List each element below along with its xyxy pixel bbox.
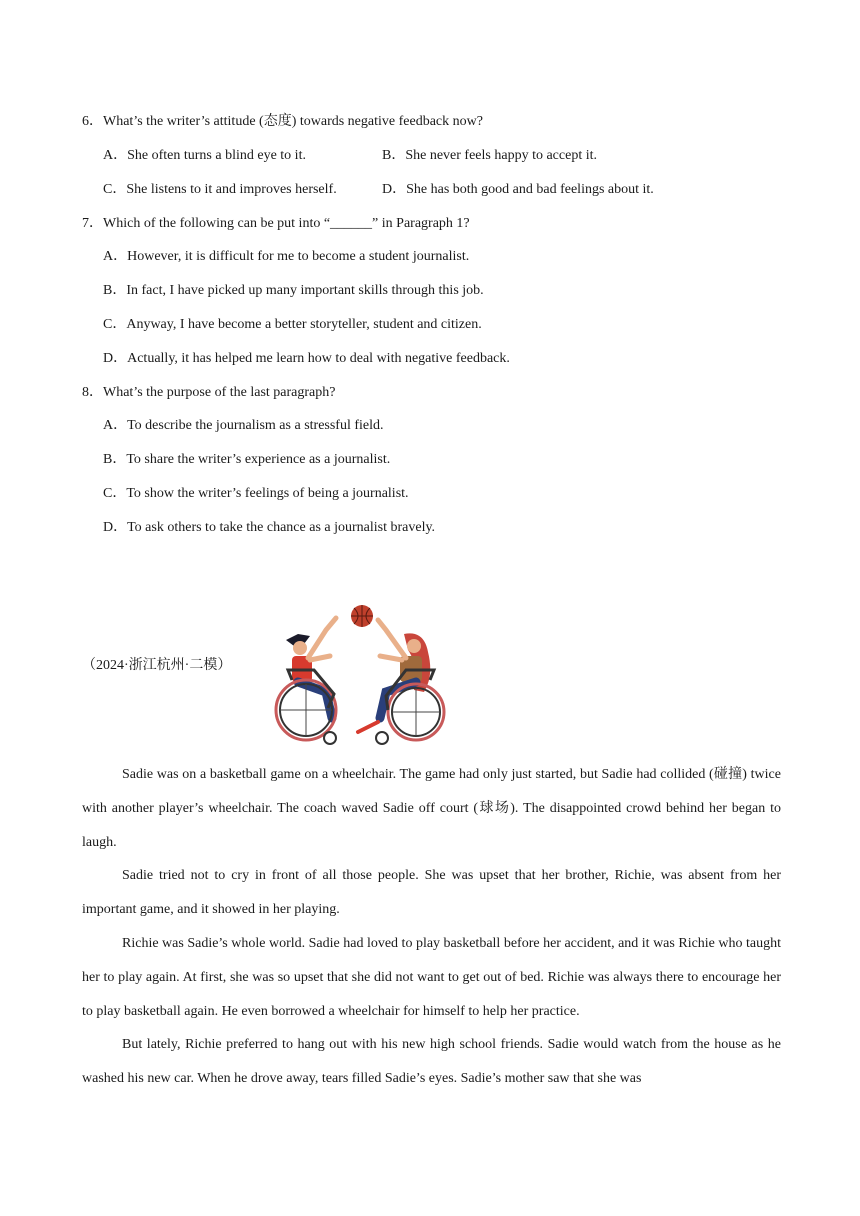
passage-paragraph-4: But lately, Richie preferred to hang out with his new high school friends. Sadie would watch from the house as he washed his new car. When he drove away, tears filled Sadie’s eyes. Sadie’s mother saw that she was — [82, 1037, 781, 1086]
question-8-option-b: B．To share the writer’s experience as a journalist. — [103, 452, 391, 467]
question-6-option-d: D．She has both good and bad feelings about it. — [382, 182, 654, 197]
question-8-option-c: C．To show the writer’s feelings of being a journalist. — [103, 486, 409, 501]
question-7-stem: 7．Which of the following can be put into “______” in Paragraph 1? — [82, 216, 470, 231]
question-6-stem: 6．What’s the writer’s attitude (态度) towards negative feedback now? — [82, 114, 483, 129]
passage-paragraph-3: Richie was Sadie’s whole world. Sadie had loved to play basketball before her accident, and it was Richie who taught her to play again. At first, she was so upset that she did not want to get out of bed. Richie was always there to encourage her to play basketball again. He even borrowed a wheelchair for himself to help her practice. — [82, 936, 781, 1019]
question-7-option-a: A．However, it is difficult for me to become a student journalist. — [103, 249, 470, 264]
passage-source: （2024·浙江杭州·二模） — [82, 658, 232, 673]
question-8-stem: 8．What’s the purpose of the last paragraph? — [82, 385, 336, 400]
passage-paragraph-1: Sadie was on a basketball game on a wheelchair. The game had only just started, but Sadie had collided (碰撞) twice with another player’s wheelchair. The coach waved Sadie off court (球场). The disappointed crowd behind her began to laugh. — [82, 767, 781, 850]
question-7-option-c: C．Anyway, I have become a better storyteller, student and citizen. — [103, 317, 482, 332]
right-player-figure — [358, 620, 444, 744]
question-7-option-b: B．In fact, I have picked up many important skills through this job. — [103, 283, 484, 298]
question-6-option-b: B．She never feels happy to accept it. — [382, 148, 597, 163]
passage-paragraph-2: Sadie tried not to cry in front of all those people. She was upset that her brother, Richie, was absent from her important game, and it showed in her playing. — [82, 868, 781, 917]
question-7-option-d: D．Actually, it has helped me learn how to deal with negative feedback. — [103, 351, 510, 366]
question-8-option-a: A．To describe the journalism as a stressful field. — [103, 418, 384, 433]
left-player-figure — [276, 618, 336, 744]
question-6-option-a: A．She often turns a blind eye to it. — [103, 148, 306, 163]
question-8-option-d: D．To ask others to take the chance as a journalist bravely. — [103, 520, 436, 535]
question-6-option-c: C．She listens to it and improves herself. — [103, 182, 337, 197]
basketball-icon — [351, 605, 373, 627]
wheelchair-basketball-illustration — [268, 600, 450, 748]
